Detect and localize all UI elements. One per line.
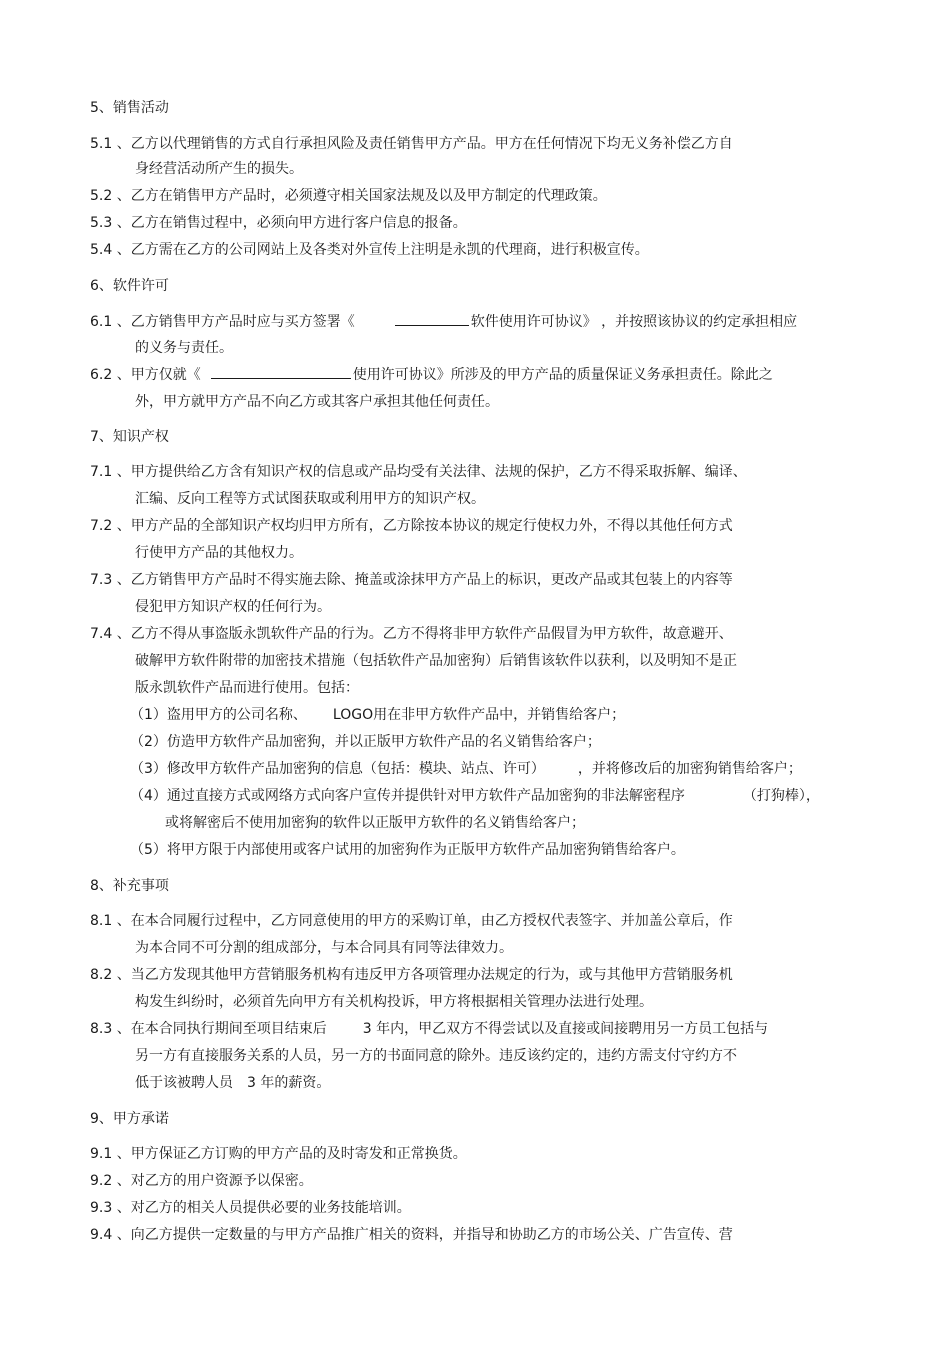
clause-6-2-line-1: [90, 364, 773, 385]
clause-8-3-line-2: 另一方有直接服务关系的人员，另一方的书面同意的除外。违反该约定的，违约方需支付守约方不: [135, 1048, 737, 1064]
clause-5-1-line-1: 5.1 、乙方以代理销售的方式自行承担风险及责任销售甲方产品。甲方在任何情况下均无义务补偿乙方自: [90, 136, 733, 152]
clause-6-1-text-b: 软件使用许可协议》 ，并按照该协议的约定承担相应: [470, 314, 798, 330]
clause-9-3: 9.3 、对乙方的相关人员提供必要的业务技能培训。: [90, 1200, 411, 1216]
list-item-4-line-2: 或将解密后不使用加密狗的软件以正版甲方软件的名义销售给客户；: [165, 815, 585, 831]
clause-5-2: 5.2 、乙方在销售甲方产品时，必须遵守相关国家法规及以及甲方制定的代理政策。: [90, 188, 607, 204]
list-item-3-text-b: ，并将修改后的加密狗销售给客户；: [577, 761, 802, 777]
list-item-2: （2）仿造甲方软件产品加密狗，并以正版甲方软件产品的名义销售给客户；: [130, 734, 601, 750]
list-item-3: [130, 759, 802, 779]
blank-underline: [211, 364, 351, 379]
clause-6-2-text-b: 使用许可协议》所涉及的甲方产品的质量保证义务承担责任。除此之: [352, 367, 773, 383]
clause-7-3-line-1: 7.3 、乙方销售甲方产品时不得实施去除、掩盖或涂抹甲方产品上的标识，更改产品或其包装上的内容等: [90, 572, 733, 588]
clause-6-2-text-a: 6.2 、甲方仅就《: [90, 367, 201, 383]
clause-7-4-line-1: 7.4 、乙方不得从事盗版永凯软件产品的行为。乙方不得将非甲方软件产品假冒为甲方软件，故意避开、: [90, 626, 733, 642]
section-8-heading: 8、补充事项: [90, 878, 169, 894]
clause-8-3-text-e: 3 年的薪资。: [247, 1075, 331, 1091]
clause-7-4-line-2: 破解甲方软件附带的加密技术措施（包括软件产品加密狗）后销售该软件以获利，以及明知不是正: [135, 653, 737, 669]
section-6-heading: 6、软件许可: [90, 278, 169, 294]
clause-7-2-line-1: 7.2 、甲方产品的全部知识产权均归甲方所有，乙方除按本协议的规定行使权力外，不得以其他任何方式: [90, 518, 733, 534]
clause-7-4-line-3: 版永凯软件产品而进行使用。包括：: [135, 680, 359, 696]
section-5-heading: 5、销售活动: [90, 100, 169, 116]
list-item-1: [130, 705, 625, 725]
clause-6-1-line-2: 的义务与责任。: [135, 340, 233, 356]
clause-8-3-line-1: [90, 1019, 768, 1039]
list-item-5: （5）将甲方限于内部使用或客户试用的加密狗作为正版甲方软件产品加密狗销售给客户。: [130, 842, 685, 858]
clause-9-4: 9.4 、向乙方提供一定数量的与甲方产品推广相关的资料，并指导和协助乙方的市场公关、广告宣传、营: [90, 1227, 733, 1243]
clause-7-3-line-2: 侵犯甲方知识产权的任何行为。: [135, 599, 331, 615]
clause-5-4: 5.4 、乙方需在乙方的公司网站上及各类对外宣传上注明是永凯的代理商，进行积极宣传。: [90, 242, 649, 258]
clause-8-3-text-a: 8.3 、在本合同执行期间至项目结束后: [90, 1021, 327, 1037]
section-9-heading: 9、甲方承诺: [90, 1111, 169, 1127]
clause-5-1-line-2: 身经营活动所产生的损失。: [135, 161, 303, 177]
list-item-1-text-c: 用在非甲方软件产品中，并销售给客户；: [373, 707, 626, 723]
clause-8-2-line-1: 8.2 、当乙方发现其他甲方营销服务机构有违反甲方各项管理办法规定的行为，或与其他甲方营销服务机: [90, 967, 733, 983]
list-item-4-text-a: （4）通过直接方式或网络方式向客户宣传并提供针对甲方软件产品加密狗的非法解密程序: [130, 788, 685, 804]
clause-6-1-line-1: [90, 311, 797, 332]
clause-6-1-text-a: 6.1 、乙方销售甲方产品时应与买方签署《: [90, 314, 355, 330]
clause-7-1-line-1: 7.1 、甲方提供给乙方含有知识产权的信息或产品均受有关法律、法规的保护，乙方不得采取拆解、编译、: [90, 464, 747, 480]
clause-8-3-text-d: 低于该被聘人员: [135, 1075, 233, 1091]
clause-8-3-line-3: [135, 1073, 330, 1093]
clause-8-3-text-b: 3 年内，甲乙双方不得尝试以及直接或间接聘用另一方员工包括与: [362, 1021, 769, 1037]
list-item-1-text-a: （1）盗用甲方的公司名称、: [130, 707, 307, 723]
clause-8-1-line-2: 为本合同不可分割的组成部分，与本合同具有同等法律效力。: [135, 940, 513, 956]
list-item-1-text-b: LOGO: [332, 707, 374, 723]
blank-underline: [395, 311, 469, 326]
clause-9-2: 9.2 、对乙方的用户资源予以保密。: [90, 1173, 313, 1189]
clause-8-2-line-2: 构发生纠纷时，必须首先向甲方有关机构投诉，甲方将根据相关管理办法进行处理。: [135, 994, 653, 1010]
clause-7-2-line-2: 行使甲方产品的其他权力。: [135, 545, 303, 561]
list-item-4-line-1: [130, 786, 820, 806]
list-item-3-text-a: （3）修改甲方软件产品加密狗的信息（包括：模块、站点、许可）: [130, 761, 538, 777]
clause-5-3: 5.3 、乙方在销售过程中，必须向甲方进行客户信息的报备。: [90, 215, 467, 231]
clause-6-2-line-2: 外，甲方就甲方产品不向乙方或其客户承担其他任何责任。: [135, 394, 499, 410]
list-item-4-text-b: （打狗棒），: [742, 788, 820, 804]
clause-8-1-line-1: 8.1 、在本合同履行过程中，乙方同意使用的甲方的采购订单，由乙方授权代表签字、并加盖公章后，作: [90, 913, 733, 929]
section-7-heading: 7、知识产权: [90, 429, 169, 445]
clause-7-1-line-2: 汇编、反向工程等方式试图获取或利用甲方的知识产权。: [135, 491, 485, 507]
clause-9-1: 9.1 、甲方保证乙方订购的甲方产品的及时寄发和正常换货。: [90, 1146, 467, 1162]
